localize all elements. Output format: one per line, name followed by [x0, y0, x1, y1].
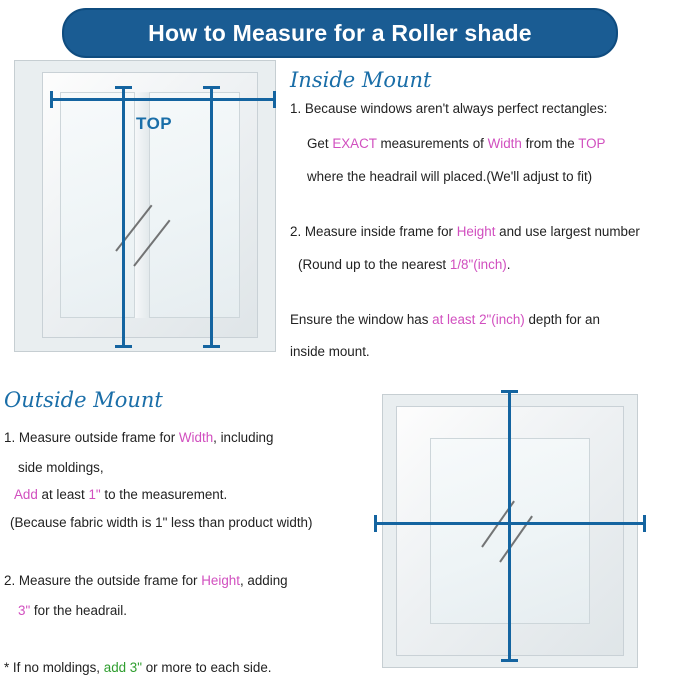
outside-step-2-line2-post: for the headrail.	[30, 603, 127, 618]
outside-step-1-pre: 1. Measure outside frame for	[4, 430, 179, 445]
outside-step-1-line4: (Because fabric width is 1" less than product width)	[10, 515, 313, 530]
height-measure-line-right	[210, 86, 213, 348]
inside-step-1-line2	[307, 135, 605, 153]
outside-step-2-pre: 2. Measure the outside frame for	[4, 573, 202, 588]
width-measure-cap-right	[273, 91, 276, 108]
height-measure-line	[508, 390, 511, 662]
inside-step-2-line2-pre: (Round up to the nearest	[298, 257, 450, 272]
width-measure-cap-left	[50, 91, 53, 108]
inside-top-highlight: TOP	[578, 136, 606, 151]
inside-exact-highlight: EXACT	[332, 136, 377, 151]
inside-depth-note-post: depth for an	[524, 312, 600, 327]
height-measure-cap-bottom-left	[115, 345, 132, 348]
inside-step-2-post: and use largest number	[495, 224, 640, 239]
inside-step-1-line3: where the headrail will placed.(We'll adjust to fit)	[307, 169, 593, 184]
outside-mount-window-diagram	[360, 386, 660, 676]
inside-width-highlight: Width	[487, 136, 522, 151]
outside-three-inch-highlight: 3"	[18, 603, 31, 618]
inside-step-2-line2-post: .	[506, 257, 511, 272]
outside-step-1-line2: side moldings,	[18, 460, 104, 475]
outside-step-2-post: , adding	[239, 573, 288, 588]
inside-mount-window-diagram	[14, 60, 276, 352]
height-measure-cap-bottom	[501, 659, 518, 662]
outside-note-post: or more to each side.	[142, 660, 272, 675]
height-measure-line-left	[122, 86, 125, 348]
page-title: How to Measure for a Roller shade	[148, 19, 532, 46]
width-measure-cap-right	[643, 515, 646, 532]
inside-step-1-line2-mid: measurements of	[376, 136, 488, 151]
inside-mount-heading: Inside Mount	[290, 68, 432, 92]
outside-step-2	[4, 572, 288, 590]
outside-note-pre: * If no moldings,	[4, 660, 104, 675]
outside-no-moldings-note	[4, 659, 272, 677]
outside-step-1-line3-post: to the measurement.	[100, 487, 228, 502]
inside-step-2-pre: 2. Measure inside frame for	[290, 224, 457, 239]
outside-step-1-line3	[14, 486, 227, 504]
top-label: TOP	[136, 114, 173, 133]
outside-step-1	[4, 429, 273, 447]
outside-one-inch-highlight: 1"	[88, 487, 101, 502]
inside-step-2	[290, 223, 640, 241]
inside-depth-note-pre: Ensure the window has	[290, 312, 433, 327]
outside-step-2-line2	[18, 602, 127, 620]
outside-width-highlight: Width	[178, 430, 214, 445]
inside-depth-note	[290, 311, 600, 329]
width-measure-cap-left	[374, 515, 377, 532]
inside-step-1: 1. Because windows aren't always perfect rectangles:	[290, 101, 608, 116]
outside-add-highlight: Add	[14, 487, 38, 502]
page-title-banner	[62, 8, 618, 58]
height-measure-cap-top	[501, 390, 518, 393]
inside-fraction-highlight: 1/8"(inch)	[449, 257, 507, 272]
outside-step-1-line3-mid: at least	[37, 487, 89, 502]
inside-step-2-line2	[298, 256, 510, 274]
height-measure-cap-top-right	[203, 86, 220, 89]
width-measure-line	[50, 98, 276, 101]
inside-depth-note-line2: inside mount.	[290, 344, 370, 359]
height-measure-cap-top-left	[115, 86, 132, 89]
inside-step-1-line2-pre: Get	[307, 136, 333, 151]
inside-step-1-line2-mid2: from the	[521, 136, 579, 151]
outside-note-highlight: add 3"	[103, 660, 143, 675]
outside-mount-heading: Outside Mount	[4, 388, 163, 412]
inside-depth-highlight: at least 2"(inch)	[432, 312, 525, 327]
outside-step-1-post: , including	[213, 430, 274, 445]
inside-height-highlight: Height	[456, 224, 496, 239]
height-measure-cap-bottom-right	[203, 345, 220, 348]
outside-height-highlight: Height	[201, 573, 240, 588]
